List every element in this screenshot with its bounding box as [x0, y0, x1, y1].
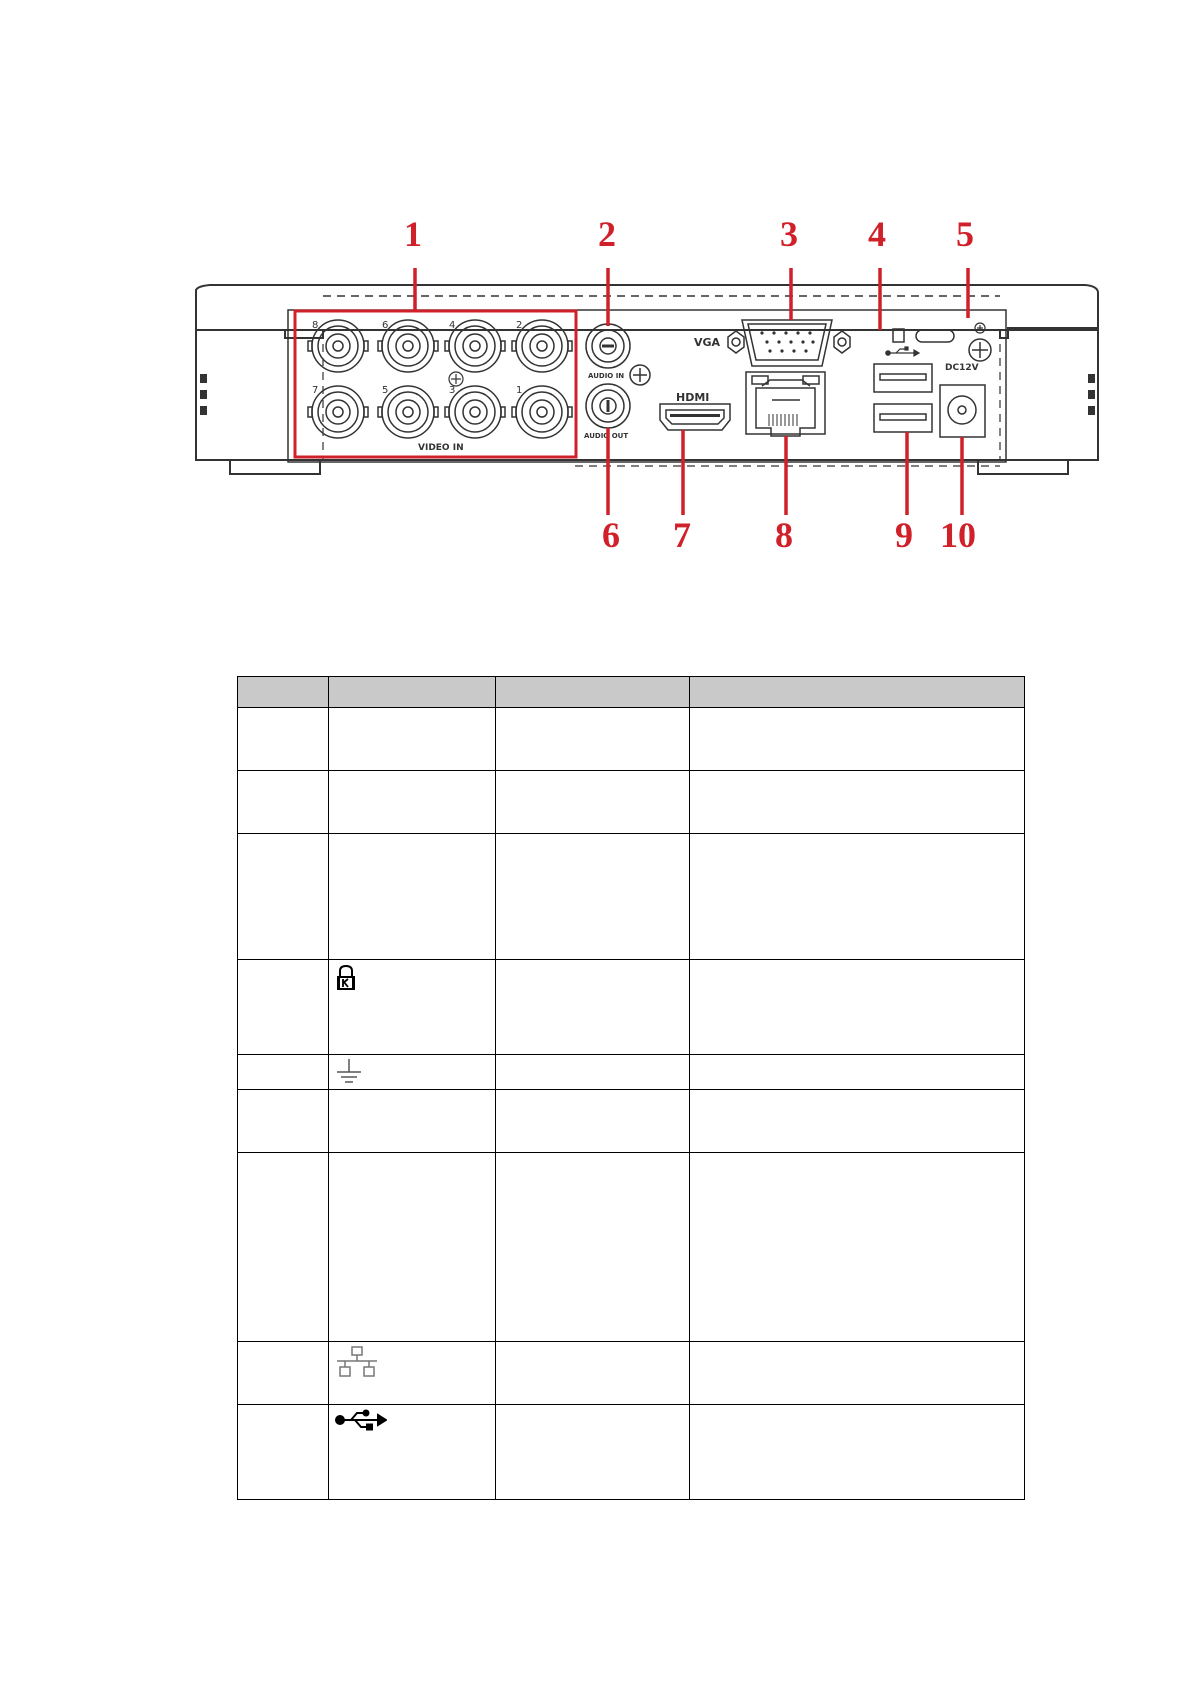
- vga-screw: [728, 331, 744, 353]
- table-cell: [238, 771, 329, 834]
- table-cell: [238, 1405, 329, 1500]
- bnc-number: 5: [382, 385, 389, 396]
- screw-icon: [449, 372, 463, 386]
- ground-screw: [969, 339, 991, 361]
- vga-label: VGA: [694, 336, 721, 349]
- table-cell: [329, 1405, 496, 1500]
- table-cell: [690, 771, 1025, 834]
- bnc-number: 8: [312, 320, 319, 331]
- table-cell: [329, 708, 496, 771]
- dc-power-port: [940, 385, 985, 437]
- bnc-number: 6: [382, 320, 389, 331]
- table-cell: [690, 1090, 1025, 1153]
- dc-label: DC12V: [945, 363, 979, 373]
- callout-number: 1: [404, 214, 422, 254]
- callout-number: 7: [673, 515, 691, 555]
- hdmi-label: HDMI: [676, 391, 710, 404]
- usb-ports: [874, 364, 932, 432]
- table-cell: [238, 708, 329, 771]
- video-in-highlight-box: [295, 311, 576, 457]
- ground-icon: [335, 1059, 363, 1085]
- table-cell: [238, 960, 329, 1055]
- table-cell: [238, 1055, 329, 1090]
- callout-number: 10: [940, 515, 976, 555]
- kensington-lock-icon: [335, 964, 357, 992]
- table-cell: [238, 1090, 329, 1153]
- table-cell: [329, 1090, 496, 1153]
- bnc-number: 3: [449, 385, 456, 396]
- table-cell: [690, 708, 1025, 771]
- bnc-number: 7: [312, 385, 319, 396]
- table-header-cell: [329, 677, 496, 708]
- callout-number: 4: [868, 214, 886, 254]
- table-row: [238, 1342, 1025, 1405]
- table-cell: [329, 834, 496, 960]
- bnc-number: 2: [516, 320, 523, 331]
- bnc-number: 4: [449, 320, 456, 331]
- table-cell: [496, 1342, 690, 1405]
- table-row: [238, 960, 1025, 1055]
- table-row: [238, 1153, 1025, 1342]
- audio-in-jack: [586, 324, 630, 368]
- screw-icon: [630, 365, 650, 385]
- table-cell: [238, 1342, 329, 1405]
- table-cell: [690, 1405, 1025, 1500]
- table-cell: [329, 960, 496, 1055]
- table-row: [238, 1090, 1025, 1153]
- hdmi-port: [660, 404, 730, 430]
- device-rear-panel-figure: [0, 0, 1191, 580]
- table-cell: [496, 960, 690, 1055]
- table-cell: [329, 1342, 496, 1405]
- vga-port: [742, 320, 832, 366]
- table-row: [238, 1405, 1025, 1500]
- table-cell: [329, 1153, 496, 1342]
- table-cell: [690, 1153, 1025, 1342]
- network-icon: [335, 1346, 379, 1378]
- table-cell: [238, 834, 329, 960]
- callout-number: 5: [956, 214, 974, 254]
- table-cell: [496, 1153, 690, 1342]
- table-header-row: [238, 677, 1025, 708]
- port-description-table: [237, 676, 1025, 1500]
- table-cell: [238, 1153, 329, 1342]
- callout-number: 9: [895, 515, 913, 555]
- bnc-number: 1: [516, 385, 523, 396]
- table-cell: [329, 771, 496, 834]
- table-cell: [496, 1405, 690, 1500]
- table-cell: [690, 1342, 1025, 1405]
- table-cell: [496, 1090, 690, 1153]
- table-cell: [690, 834, 1025, 960]
- audio-out-jack: [586, 384, 630, 428]
- table-header-cell: [690, 677, 1025, 708]
- ethernet-port: [746, 372, 825, 436]
- callout-number: 2: [598, 214, 616, 254]
- callout-number: 8: [775, 515, 793, 555]
- table-cell: [690, 960, 1025, 1055]
- table-cell: [496, 708, 690, 771]
- audio-out-label: AUDIO OUT: [584, 432, 629, 440]
- video-in-label: VIDEO IN: [418, 443, 464, 453]
- table-row: [238, 834, 1025, 960]
- callout-number: 3: [780, 214, 798, 254]
- table-row: [238, 708, 1025, 771]
- callout-number: 6: [602, 515, 620, 555]
- table-cell: [496, 834, 690, 960]
- table-row: [238, 771, 1025, 834]
- vga-screw: [834, 331, 850, 353]
- table-cell: [496, 771, 690, 834]
- audio-in-label: AUDIO IN: [588, 372, 625, 380]
- usb-icon: [886, 347, 919, 356]
- table-cell: [690, 1055, 1025, 1090]
- table-cell: [496, 1055, 690, 1090]
- table-cell: [329, 1055, 496, 1090]
- table-row: [238, 1055, 1025, 1090]
- usb-icon: [335, 1409, 387, 1431]
- table-header-cell: [496, 677, 690, 708]
- table-header-cell: [238, 677, 329, 708]
